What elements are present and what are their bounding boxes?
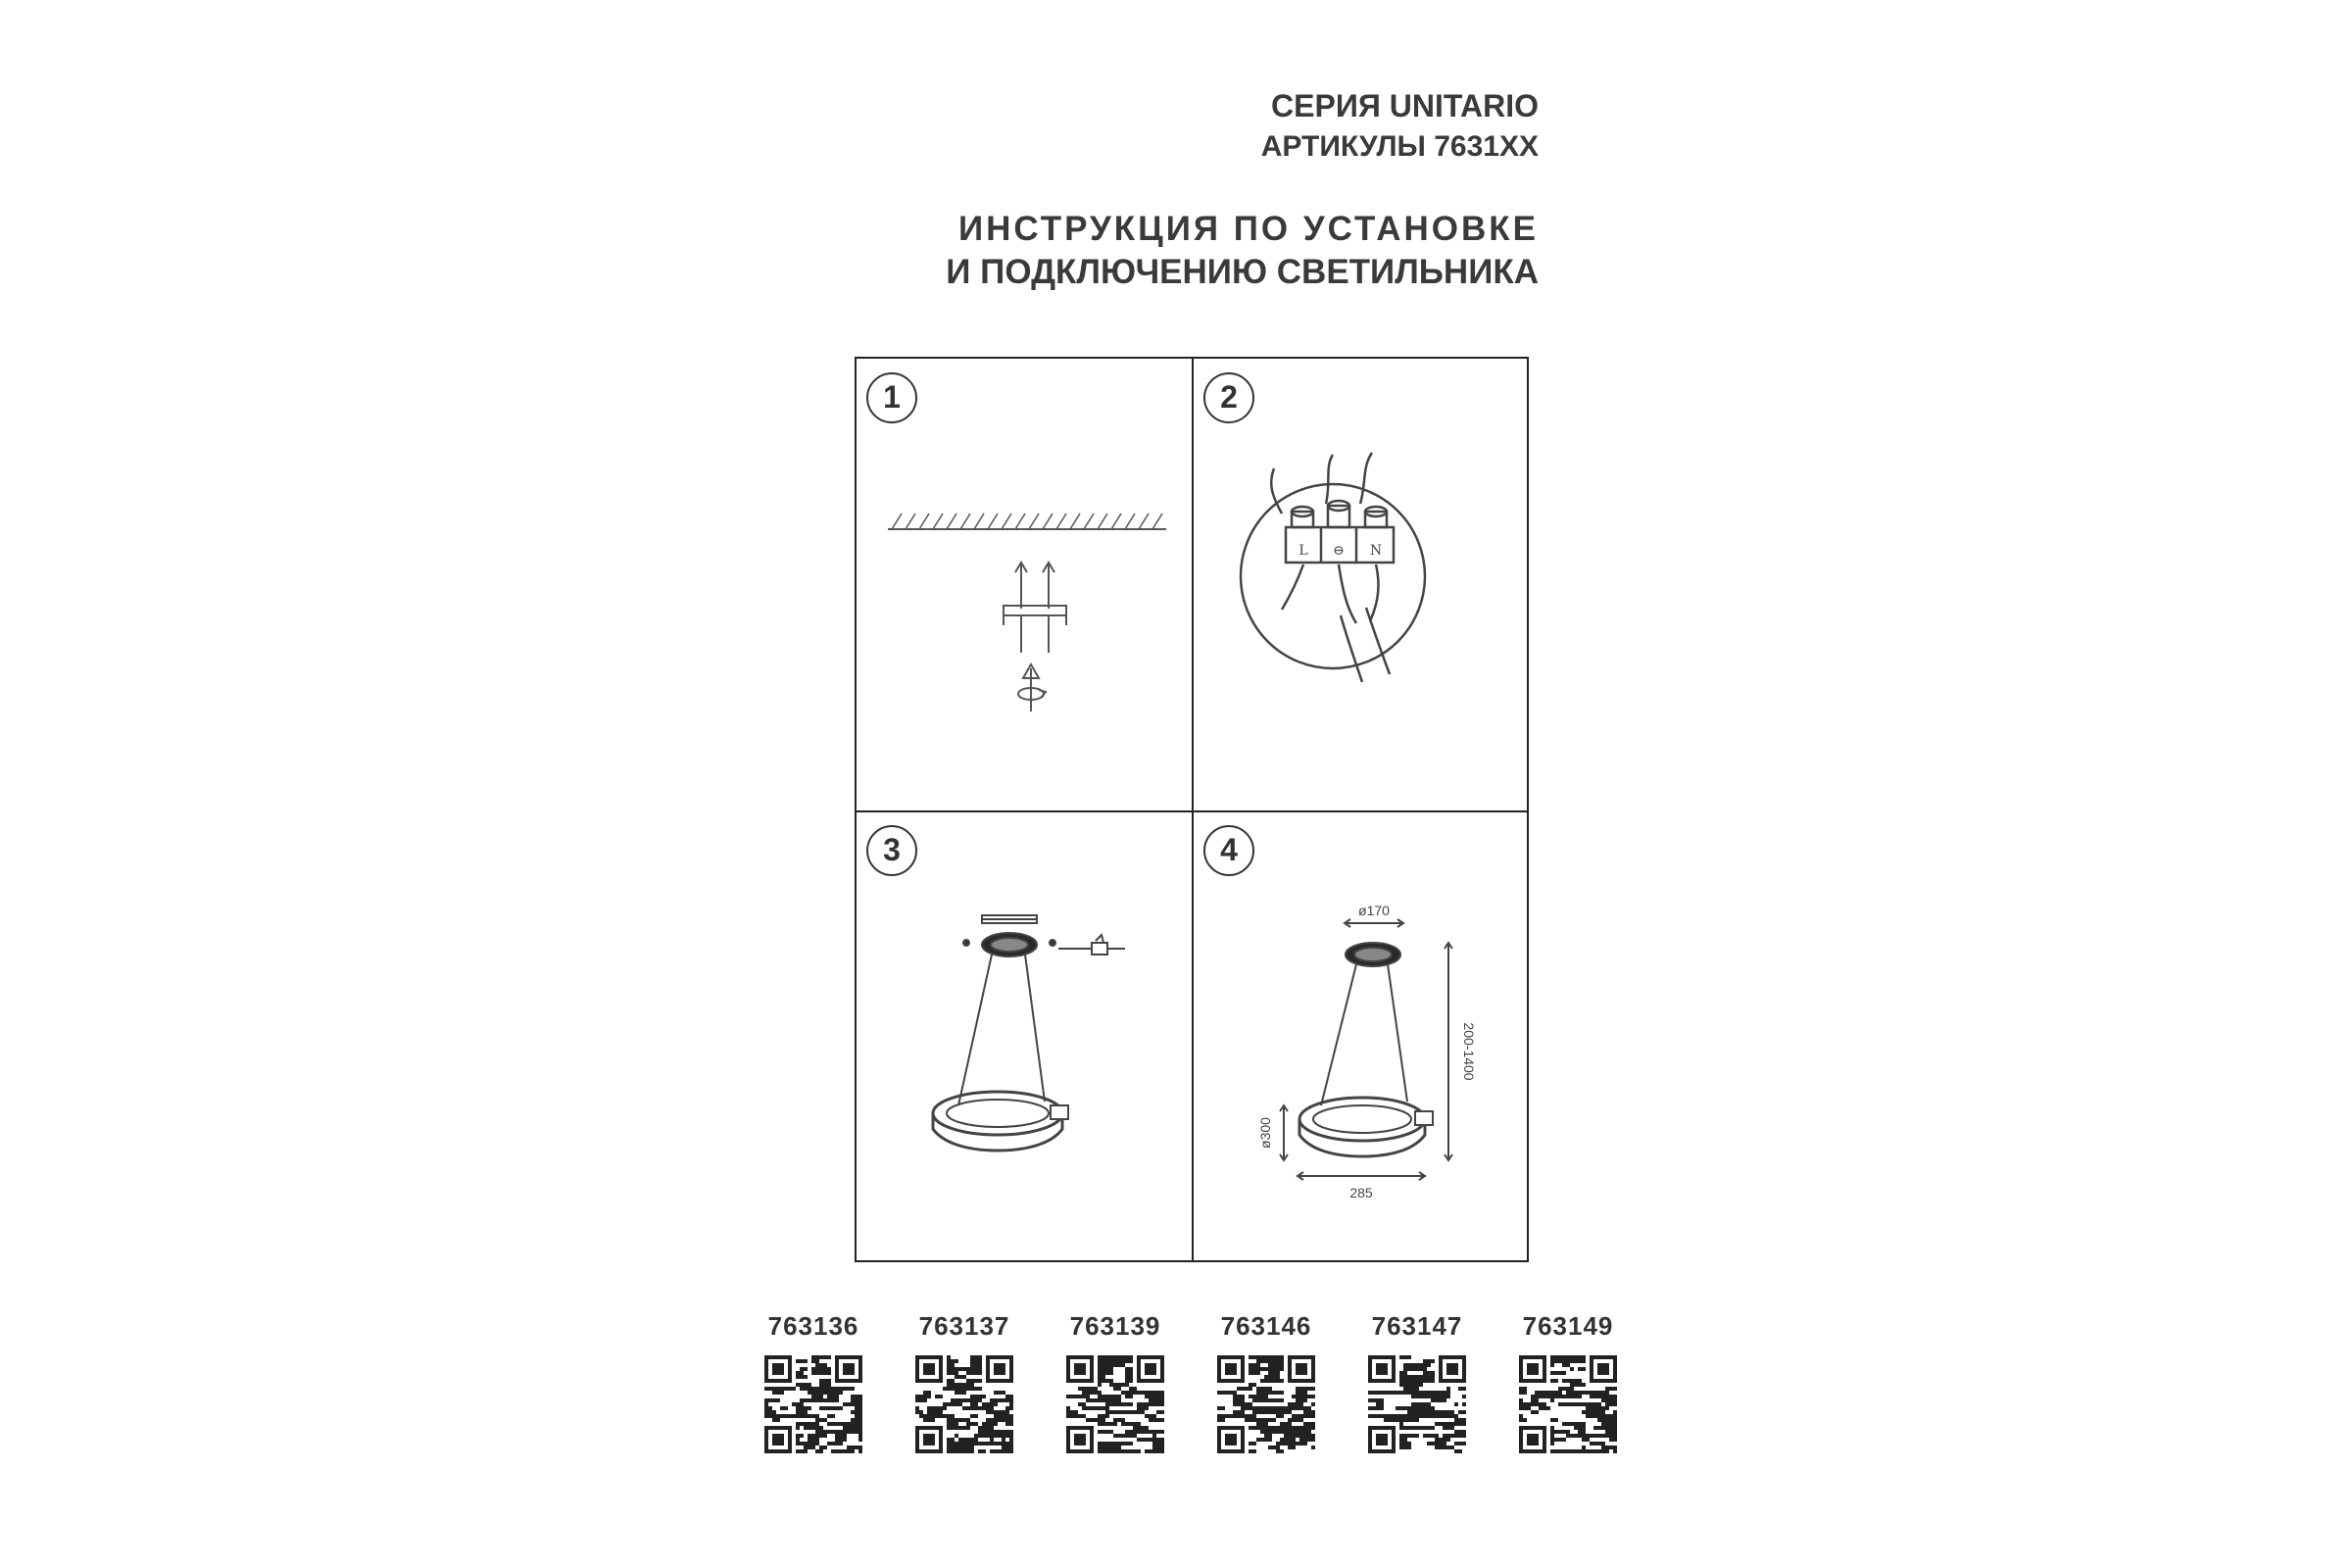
instruction-title-line1: ИНСТРУКЦИЯ ПО УСТАНОВКЕ [957, 210, 1539, 248]
qr-item [906, 1311, 1023, 1453]
dimension-ring-diameter: ø300 [1257, 1117, 1273, 1149]
step-1-panel [857, 359, 1194, 811]
qr-item [755, 1311, 872, 1453]
dimension-top-diameter: ø170 [1358, 903, 1390, 918]
qr-item [1056, 1311, 1174, 1453]
step-number: 3 [866, 825, 917, 876]
qr-item [1207, 1311, 1325, 1453]
step-number: 1 [866, 372, 917, 423]
series-title: СЕРИЯ UNITARIO [1271, 88, 1539, 123]
qr-item [1358, 1311, 1476, 1453]
step-2-panel [1194, 359, 1531, 811]
dimensions-illustration [1194, 811, 1531, 1264]
wiring-terminal-illustration [1194, 359, 1531, 811]
qr-code-icon[interactable] [1368, 1355, 1466, 1453]
article-code: 763149 [1522, 1311, 1614, 1341]
article-code: 763137 [918, 1311, 1010, 1341]
dimension-width: 285 [1349, 1185, 1373, 1200]
qr-code-icon[interactable] [1519, 1355, 1617, 1453]
qr-code-icon[interactable] [915, 1355, 1013, 1453]
article-code: 763139 [1069, 1311, 1161, 1341]
dimension-height: 200-1400 [1461, 1022, 1477, 1081]
article-code: 763136 [767, 1311, 859, 1341]
qr-code-icon[interactable] [1066, 1355, 1164, 1453]
terminal-label-l: L [1298, 543, 1308, 559]
instruction-grid [855, 357, 1529, 1262]
ceiling-mount-illustration [857, 359, 1194, 811]
step-3-panel [857, 811, 1194, 1264]
step-number: 4 [1203, 825, 1254, 876]
step-number: 2 [1203, 372, 1254, 423]
instruction-title-line2: И ПОДКЛЮЧЕНИЮ СВЕТИЛЬНИКА [946, 253, 1539, 291]
article-code: 763146 [1220, 1311, 1312, 1341]
article-numbers: АРТИКУЛЫ 7631XX [1260, 130, 1539, 163]
terminal-label-ground: ⊖ [1333, 543, 1345, 559]
terminal-label-n: N [1369, 543, 1383, 559]
qr-item [1509, 1311, 1627, 1453]
article-code: 763147 [1371, 1311, 1463, 1341]
fixture-assembly-illustration [857, 811, 1194, 1264]
qr-code-icon[interactable] [764, 1355, 862, 1453]
qr-code-icon[interactable] [1217, 1355, 1315, 1453]
step-4-panel [1194, 811, 1531, 1264]
